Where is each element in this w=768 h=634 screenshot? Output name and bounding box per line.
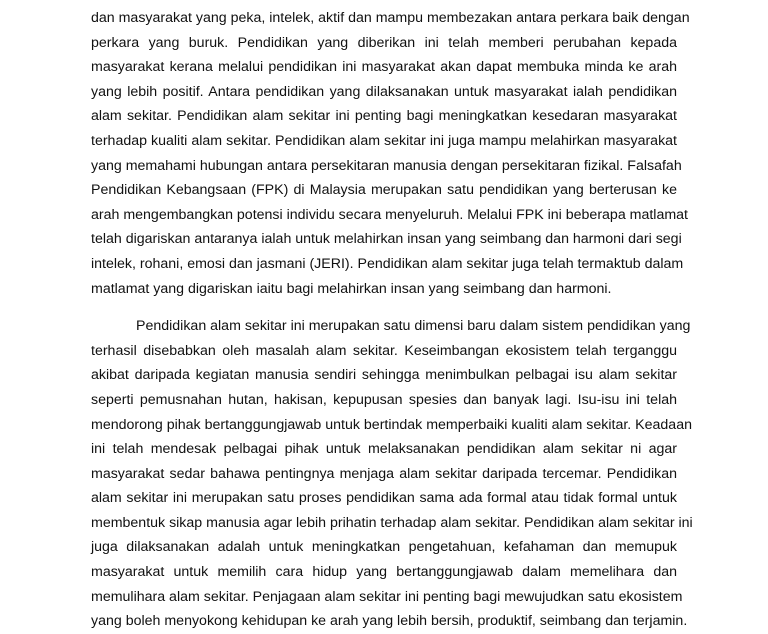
text-line: juga dilaksanakan adalah untuk meningkatkan pengetahuan, kefahaman dan memupuk [91,539,677,556]
text-line: membentuk sikap manusia agar lebih prihatin terhadap alam sekitar. Pendidikan alam sekitar ini [91,514,693,531]
text-line: ini telah mendesak pelbagai pihak untuk melaksanakan pendidikan alam sekitar ni agar [91,441,677,458]
text-line: akibat daripada kegiatan manusia sendiri sehingga menimbulkan pelbagai isu alam sekitar [91,367,677,384]
text-line: matlamat yang digariskan iaitu bagi melahirkan insan yang seimbang dan harmoni. [91,280,612,297]
text-line: yang boleh menyokong kehidupan ke arah yang lebih bersih, produktif, seimbang dan terjamin. [91,613,688,630]
text-line: seperti pemusnahan hutan, hakisan, kepupusan spesies dan banyak lagi. Isu-isu ini telah [91,391,677,408]
text-line: arah mengembangkan potensi individu secara menyeluruh. Melalui FPK ini beberapa matlamat [91,206,688,223]
text-line: masyarakat untuk memilih cara hidup yang bertanggungjawab dalam memelihara dan [91,564,677,581]
text-line: mendorong pihak bertanggungjawab untuk bertindak memperbaiki kualiti alam sekitar. Keadaan [91,416,692,433]
text-line: perkara yang buruk. Pendidikan yang diberikan ini telah memberi perubahan kepada [91,34,677,51]
text-line: alam sekitar. Pendidikan alam sekitar ini penting bagi meningkatkan kesedaran masyarakat [91,108,677,125]
text-line-indented: Pendidikan alam sekitar ini merupakan satu dimensi baru dalam sistem pendidikan yang [136,318,691,335]
text-line: memulihara alam sekitar. Penjagaan alam sekitar ini penting bagi mewujudkan satu ekosistem [91,588,683,605]
text-line: Pendidikan Kebangsaan (FPK) di Malaysia merupakan satu pendidikan yang berterusan ke [91,182,677,199]
text-line: yang lebih positif. Antara pendidikan yang dilaksanakan untuk masyarakat ialah pendidikan [91,83,677,100]
text-line: telah digariskan antaranya ialah untuk melahirkan insan yang seimbang dan harmoni dari segi [91,231,682,248]
text-line: terhadap kualiti alam sekitar. Pendidikan alam sekitar ini juga mampu melahirkan masyarakat [91,132,677,149]
text-line: masyarakat sedar bahawa pentingnya menjaga alam sekitar daripada tercemar. Pendidikan [91,465,677,482]
text-line: dan masyarakat yang peka, intelek, aktif dan mampu membezakan antara perkara baik dengan [91,10,690,26]
paragraph-1 [91,6,690,301]
text-line: masyarakat kerana melalui pendidikan ini masyarakat akan dapat membuka minda ke arah [91,59,677,76]
text-line: terhasil disebabkan oleh masalah alam sekitar. Keseimbangan ekosistem telah terganggu [91,342,677,359]
text-line: intelek, rohani, emosi dan jasmani (JERI). Pendidikan alam sekitar juga telah termaktub dalam [91,255,684,272]
paragraph-2 [91,314,693,634]
text-line: yang memahami hubungan antara persekitaran manusia dengan persekitaran fizikal. Falsafah [91,157,682,174]
document-page [91,6,693,634]
text-line: alam sekitar ini merupakan satu proses pendidikan sama ada formal atau tidak formal untuk [91,490,677,507]
